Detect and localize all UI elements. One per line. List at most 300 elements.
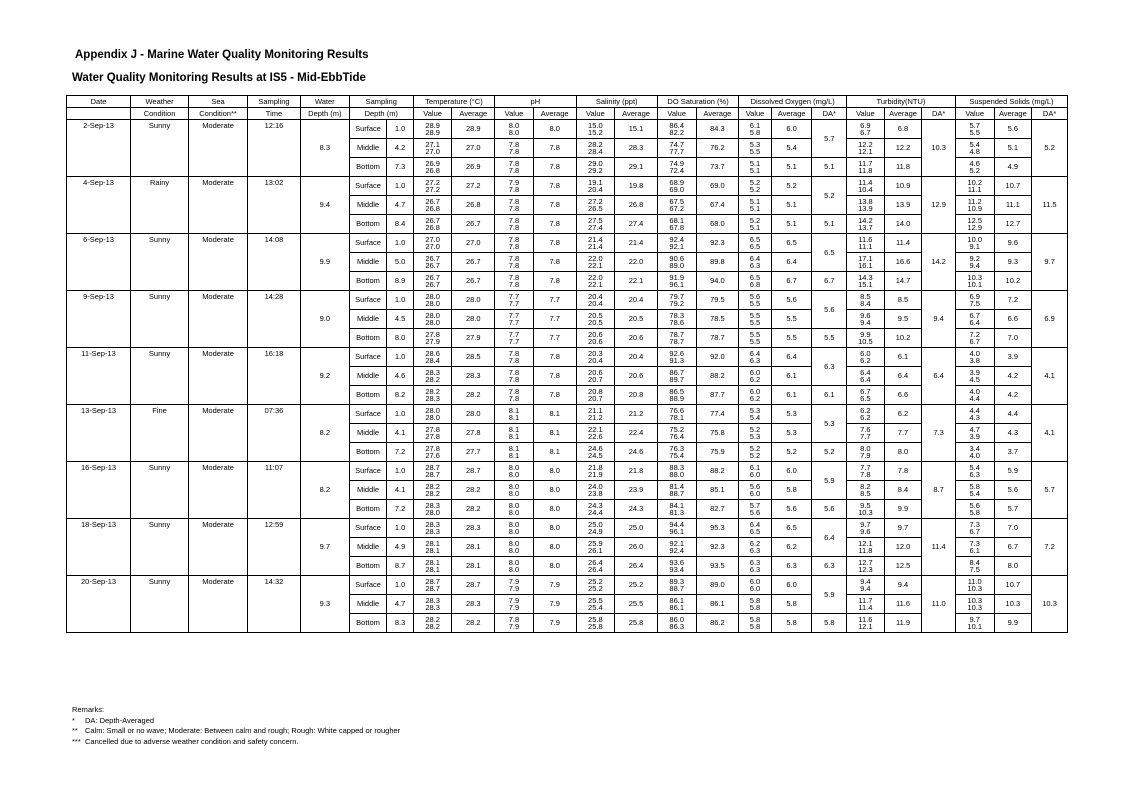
ss-values-1: 10.3 — [967, 595, 983, 605]
ph-values-1: 7.8 — [508, 139, 520, 149]
header-ph-average: Average — [533, 108, 576, 120]
temp-values-2: 27.2 — [425, 185, 440, 194]
ph-values — [495, 272, 534, 291]
turb-values-1: 12.1 — [858, 538, 873, 548]
header-turb-value: Value — [847, 108, 885, 120]
sal-values-1: 29.0 — [588, 158, 603, 168]
sal-values-1: 25.2 — [588, 576, 603, 586]
ph-values — [495, 424, 534, 443]
do-da-cell: 5.6 — [812, 291, 847, 329]
temp-values-1: 26.7 — [425, 272, 440, 282]
sal-average: 22.0 — [615, 253, 658, 272]
level-depth-cell: 4.9 — [387, 538, 413, 557]
ss-values-2: 11.1 — [967, 185, 982, 194]
sal-values — [576, 177, 615, 196]
time-cell: 12:59 — [248, 519, 301, 576]
sal-values — [576, 120, 615, 139]
ph-values-2: 8.0 — [508, 565, 520, 574]
ss-average: 5.6 — [994, 481, 1032, 500]
ph-values-1: 7.8 — [508, 367, 520, 377]
ph-values-2: 8.0 — [508, 470, 520, 479]
turb-values-1: 6.2 — [860, 405, 871, 415]
do-da-bottom-cell: 6.1 — [812, 386, 847, 405]
turb-values — [847, 158, 885, 177]
dos-values — [657, 538, 696, 557]
do-average: 5.8 — [771, 481, 812, 500]
header-temp-value: Value — [413, 108, 452, 120]
turb-da-cell: 14.2 — [922, 234, 956, 291]
temp-values — [413, 538, 452, 557]
sal-average: 28.3 — [615, 139, 658, 158]
do-values-2: 6.5 — [749, 527, 761, 536]
temp-values — [413, 234, 452, 253]
turb-values-1: 14.3 — [858, 272, 873, 282]
dos-values — [657, 234, 696, 253]
sal-values-1: 20.5 — [588, 310, 603, 320]
table-row — [67, 177, 1068, 196]
ss-values-2: 10.3 — [967, 584, 983, 593]
temp-values-2: 26.7 — [425, 280, 440, 289]
ss-values — [955, 291, 994, 310]
turb-average: 6.1 — [884, 348, 922, 367]
table-row — [67, 405, 1068, 424]
water-depth-cell: 9.2 — [300, 348, 349, 405]
do-values-2: 6.3 — [749, 261, 761, 270]
sal-values — [576, 538, 615, 557]
do-values — [739, 386, 772, 405]
ss-values-1: 6.7 — [969, 310, 980, 320]
ph-values-1: 8.0 — [508, 120, 520, 130]
temp-values-2: 27.0 — [425, 242, 440, 251]
turb-values-1: 11.7 — [858, 158, 873, 168]
level-name-cell: Surface — [349, 291, 387, 310]
ss-values-2: 3.8 — [969, 356, 980, 365]
ph-values-2: 8.1 — [508, 432, 520, 441]
temp-average: 28.1 — [452, 538, 495, 557]
temp-average: 28.9 — [452, 120, 495, 139]
sal-values-1: 27.2 — [588, 196, 603, 206]
ss-values-1: 3.4 — [969, 443, 980, 453]
turb-values-1: 17.1 — [858, 253, 873, 263]
turb-values-1: 9.5 — [860, 500, 871, 510]
do-da-cell: 5.3 — [812, 405, 847, 443]
dos-values-1: 94.4 — [669, 519, 685, 529]
dos-values-1: 89.3 — [669, 576, 685, 586]
dos-values-1: 68.1 — [669, 215, 685, 225]
level-depth-cell: 8.0 — [387, 329, 413, 348]
temp-average: 28.0 — [452, 405, 495, 424]
ph-values-2: 8.1 — [508, 413, 520, 422]
header-turb-average: Average — [884, 108, 922, 120]
temp-values-1: 27.8 — [425, 443, 440, 453]
do-values — [739, 576, 772, 595]
dos-values-2: 86.3 — [669, 622, 685, 631]
ph-values-2: 7.8 — [508, 185, 520, 194]
dos-values — [657, 519, 696, 538]
temp-values — [413, 462, 452, 481]
ph-average: 7.7 — [533, 291, 576, 310]
ss-values — [955, 500, 994, 519]
turb-values-1: 6.4 — [860, 367, 871, 377]
ph-values — [495, 291, 534, 310]
dos-average: 88.2 — [696, 367, 739, 386]
dos-average: 85.1 — [696, 481, 739, 500]
sal-values-1: 25.0 — [588, 519, 603, 529]
temp-values-1: 27.8 — [425, 329, 440, 339]
header-time-sub: Time — [248, 108, 301, 120]
temp-average: 28.0 — [452, 310, 495, 329]
temp-average: 26.9 — [452, 158, 495, 177]
dos-values — [657, 177, 696, 196]
turb-average: 9.7 — [884, 519, 922, 538]
do-average: 6.0 — [771, 120, 812, 139]
turb-values — [847, 405, 885, 424]
ph-average: 7.8 — [533, 139, 576, 158]
level-depth-cell: 4.6 — [387, 367, 413, 386]
temp-average: 27.9 — [452, 329, 495, 348]
dos-values-2: 82.2 — [669, 128, 685, 137]
ss-values-2: 10.3 — [967, 603, 983, 612]
turb-values-1: 7.7 — [860, 462, 871, 472]
do-values-2: 6.5 — [749, 242, 761, 251]
ph-average: 7.9 — [533, 614, 576, 633]
temp-average: 27.0 — [452, 139, 495, 158]
temp-values-2: 27.8 — [425, 432, 440, 441]
ss-values — [955, 139, 994, 158]
ss-average: 4.4 — [994, 405, 1032, 424]
ph-average: 7.7 — [533, 329, 576, 348]
temp-average: 28.2 — [452, 614, 495, 633]
turb-values — [847, 272, 885, 291]
dos-values-1: 78.3 — [669, 310, 685, 320]
ss-values-1: 4.0 — [969, 386, 980, 396]
ss-values — [955, 519, 994, 538]
temp-values — [413, 348, 452, 367]
ph-average: 8.0 — [533, 538, 576, 557]
turb-values — [847, 500, 885, 519]
do-values-1: 5.6 — [749, 291, 761, 301]
do-values-2: 5.2 — [749, 185, 761, 194]
level-depth-cell: 8.4 — [387, 215, 413, 234]
dos-values-2: 89.7 — [669, 375, 685, 384]
dos-average: 67.4 — [696, 196, 739, 215]
level-name-cell: Middle — [349, 139, 387, 158]
ss-values — [955, 348, 994, 367]
turb-values-2: 8.5 — [860, 489, 871, 498]
ph-values-2: 8.0 — [508, 546, 520, 555]
ph-average: 7.7 — [533, 310, 576, 329]
do-values — [739, 310, 772, 329]
date-cell: 9-Sep-13 — [67, 291, 131, 348]
turb-values — [847, 215, 885, 234]
do-values-2: 6.2 — [749, 375, 761, 384]
sal-average: 25.0 — [615, 519, 658, 538]
temp-values-2: 28.0 — [425, 508, 440, 517]
time-cell: 11:07 — [248, 462, 301, 519]
temp-average: 27.0 — [452, 234, 495, 253]
level-depth-cell: 1.0 — [387, 462, 413, 481]
ph-average: 7.8 — [533, 348, 576, 367]
ss-values-1: 8.4 — [969, 557, 980, 567]
ph-values-2: 7.7 — [508, 318, 520, 327]
sal-values-2: 27.4 — [588, 223, 603, 232]
sea-cell: Moderate — [189, 462, 248, 519]
sal-values-2: 22.1 — [588, 261, 603, 270]
temp-values-1: 26.7 — [425, 253, 440, 263]
temp-values-2: 28.0 — [425, 299, 440, 308]
sea-cell: Moderate — [189, 519, 248, 576]
header-do-average: Average — [771, 108, 812, 120]
sal-values-2: 29.2 — [588, 166, 603, 175]
level-depth-cell: 1.0 — [387, 519, 413, 538]
do-values-1: 6.1 — [749, 462, 761, 472]
ss-values-2: 9.4 — [969, 261, 980, 270]
do-average: 6.5 — [771, 519, 812, 538]
sal-values — [576, 519, 615, 538]
ph-values-1: 7.9 — [508, 576, 520, 586]
ss-values-1: 7.3 — [969, 538, 980, 548]
do-values-2: 5.5 — [749, 299, 761, 308]
ss-da-cell: 6.9 — [1032, 291, 1068, 348]
water-depth-cell: 9.3 — [300, 576, 349, 633]
water-depth-cell: 9.0 — [300, 291, 349, 348]
do-values-2: 5.8 — [749, 603, 761, 612]
temp-average: 28.3 — [452, 519, 495, 538]
temp-average: 28.0 — [452, 291, 495, 310]
turb-values-2: 10.3 — [858, 508, 873, 517]
do-values-1: 5.2 — [749, 443, 761, 453]
do-average: 5.4 — [771, 139, 812, 158]
ss-da-cell: 10.3 — [1032, 576, 1068, 633]
dos-values-1: 92.1 — [669, 538, 685, 548]
ss-values-2: 5.8 — [969, 508, 980, 517]
do-values — [739, 196, 772, 215]
table-title: Water Quality Monitoring Results at IS5 - Mid-EbbTide — [72, 72, 366, 84]
temp-average: 28.2 — [452, 481, 495, 500]
header-suspended-solids: Suspended Solids (mg/L) — [955, 96, 1067, 108]
level-depth-cell: 1.0 — [387, 576, 413, 595]
ss-da-cell: 5.2 — [1032, 120, 1068, 177]
do-values-1: 6.3 — [749, 557, 761, 567]
dos-average: 95.3 — [696, 519, 739, 538]
ph-values-1: 7.7 — [508, 310, 520, 320]
dos-average: 78.5 — [696, 310, 739, 329]
ss-values — [955, 386, 994, 405]
turb-values — [847, 329, 885, 348]
turb-values — [847, 557, 885, 576]
ss-values-1: 7.3 — [969, 519, 980, 529]
temp-values-1: 28.7 — [425, 576, 440, 586]
turb-values-2: 12.3 — [858, 565, 873, 574]
sal-values — [576, 348, 615, 367]
do-average: 5.1 — [771, 215, 812, 234]
turb-da-cell: 6.4 — [922, 348, 956, 405]
ph-values-2: 7.8 — [508, 261, 520, 270]
sal-values-2: 20.7 — [588, 375, 603, 384]
dos-values-1: 91.9 — [669, 272, 685, 282]
turb-average: 11.8 — [884, 158, 922, 177]
level-name-cell: Surface — [349, 234, 387, 253]
temp-values-1: 28.2 — [425, 386, 440, 396]
ph-values — [495, 614, 534, 633]
sal-values-1: 24.0 — [588, 481, 603, 491]
turb-da-cell: 7.3 — [922, 405, 956, 462]
sal-values-1: 26.4 — [588, 557, 603, 567]
do-da-cell: 5.9 — [812, 576, 847, 614]
sal-average: 20.8 — [615, 386, 658, 405]
turb-values-2: 6.4 — [860, 375, 871, 384]
sal-average: 22.4 — [615, 424, 658, 443]
ss-values-2: 4.0 — [969, 451, 980, 460]
ph-average: 7.8 — [533, 367, 576, 386]
temp-values — [413, 329, 452, 348]
dos-values-1: 86.4 — [669, 120, 685, 130]
temp-average: 26.7 — [452, 253, 495, 272]
temp-values — [413, 557, 452, 576]
dos-values-1: 67.5 — [669, 196, 685, 206]
dos-values-2: 76.4 — [669, 432, 685, 441]
level-depth-cell: 8.7 — [387, 557, 413, 576]
dos-average: 77.4 — [696, 405, 739, 424]
sal-values-2: 15.2 — [588, 128, 603, 137]
weather-cell: Sunny — [131, 291, 189, 348]
ph-values — [495, 158, 534, 177]
turb-values-1: 14.2 — [858, 215, 873, 225]
sal-average: 20.6 — [615, 329, 658, 348]
weather-cell: Sunny — [131, 234, 189, 291]
dos-values-2: 92.1 — [669, 242, 685, 251]
dos-values-2: 88.0 — [669, 470, 685, 479]
dos-values — [657, 367, 696, 386]
temp-values-2: 28.3 — [425, 394, 440, 403]
temp-values — [413, 272, 452, 291]
ss-values-1: 5.8 — [969, 481, 980, 491]
remark-item — [72, 737, 400, 748]
dos-values-2: 96.1 — [669, 527, 685, 536]
do-da-bottom-cell: 5.1 — [812, 158, 847, 177]
sal-average: 21.4 — [615, 234, 658, 253]
do-da-bottom-cell: 6.7 — [812, 272, 847, 291]
turb-average: 11.4 — [884, 234, 922, 253]
dos-values-1: 75.2 — [669, 424, 685, 434]
ss-average: 10.7 — [994, 177, 1032, 196]
do-values-1: 5.3 — [749, 405, 761, 415]
ss-values-1: 7.2 — [969, 329, 980, 339]
sea-cell: Moderate — [189, 120, 248, 177]
turb-values-1: 11.7 — [858, 595, 873, 605]
dos-values-2: 88.7 — [669, 489, 685, 498]
turb-da-cell: 10.3 — [922, 120, 956, 177]
turb-average: 13.9 — [884, 196, 922, 215]
dos-values — [657, 120, 696, 139]
ph-values-2: 7.8 — [508, 394, 520, 403]
ss-average: 5.9 — [994, 462, 1032, 481]
do-values-1: 6.2 — [749, 538, 761, 548]
temp-values — [413, 424, 452, 443]
turb-values-2: 16.1 — [858, 261, 873, 270]
time-cell: 14:28 — [248, 291, 301, 348]
ph-values — [495, 538, 534, 557]
dos-values-2: 72.4 — [669, 166, 685, 175]
level-depth-cell: 1.0 — [387, 405, 413, 424]
level-depth-cell: 7.3 — [387, 158, 413, 177]
sal-values-2: 26.1 — [588, 546, 603, 555]
do-values — [739, 519, 772, 538]
do-values — [739, 424, 772, 443]
do-values — [739, 614, 772, 633]
sal-values-1: 24.6 — [588, 443, 603, 453]
turb-average: 6.2 — [884, 405, 922, 424]
temp-values — [413, 614, 452, 633]
turb-average: 12.5 — [884, 557, 922, 576]
header-do-da: DA* — [812, 108, 847, 120]
dos-values-2: 88.7 — [669, 584, 685, 593]
temp-values — [413, 481, 452, 500]
dos-values-1: 84.1 — [669, 500, 685, 510]
turb-average: 7.7 — [884, 424, 922, 443]
ss-values-1: 4.0 — [969, 348, 980, 358]
ss-values — [955, 196, 994, 215]
dos-values-1: 88.3 — [669, 462, 685, 472]
ss-values-2: 6.7 — [969, 337, 980, 346]
ss-average: 7.2 — [994, 291, 1032, 310]
ph-values-1: 7.8 — [508, 215, 520, 225]
dos-values-1: 93.6 — [669, 557, 685, 567]
dos-values-2: 67.2 — [669, 204, 685, 213]
ss-values — [955, 329, 994, 348]
ph-values-2: 8.0 — [508, 489, 520, 498]
dos-values-2: 88.9 — [669, 394, 685, 403]
temp-values-2: 28.3 — [425, 603, 440, 612]
temp-average: 27.2 — [452, 177, 495, 196]
do-values-1: 5.1 — [749, 196, 761, 206]
temp-values-2: 28.3 — [425, 527, 440, 536]
sal-values-2: 21.2 — [588, 413, 603, 422]
ph-average: 7.8 — [533, 234, 576, 253]
sal-values — [576, 614, 615, 633]
ss-values-2: 7.5 — [969, 299, 980, 308]
do-values-1: 6.0 — [749, 386, 761, 396]
remark-item — [72, 716, 400, 727]
temp-values-1: 28.9 — [425, 120, 440, 130]
sal-values-2: 21.9 — [588, 470, 603, 479]
dos-average: 87.7 — [696, 386, 739, 405]
date-cell: 18-Sep-13 — [67, 519, 131, 576]
ss-average: 3.9 — [994, 348, 1032, 367]
turb-values — [847, 481, 885, 500]
do-values — [739, 291, 772, 310]
sal-values — [576, 557, 615, 576]
temp-values — [413, 500, 452, 519]
ss-average: 4.9 — [994, 158, 1032, 177]
level-depth-cell: 8.3 — [387, 614, 413, 633]
temp-values — [413, 196, 452, 215]
dos-average: 82.7 — [696, 500, 739, 519]
sal-average: 26.0 — [615, 538, 658, 557]
ss-values — [955, 272, 994, 291]
do-average: 5.2 — [771, 177, 812, 196]
sal-average: 20.6 — [615, 367, 658, 386]
ph-average: 7.8 — [533, 177, 576, 196]
ss-values-1: 3.9 — [969, 367, 980, 377]
ph-values-2: 7.8 — [508, 356, 520, 365]
level-name-cell: Surface — [349, 576, 387, 595]
level-name-cell: Middle — [349, 538, 387, 557]
header-sal-average: Average — [615, 108, 658, 120]
ss-values-1: 5.6 — [969, 500, 980, 510]
temp-values — [413, 177, 452, 196]
do-da-cell: 6.4 — [812, 519, 847, 557]
